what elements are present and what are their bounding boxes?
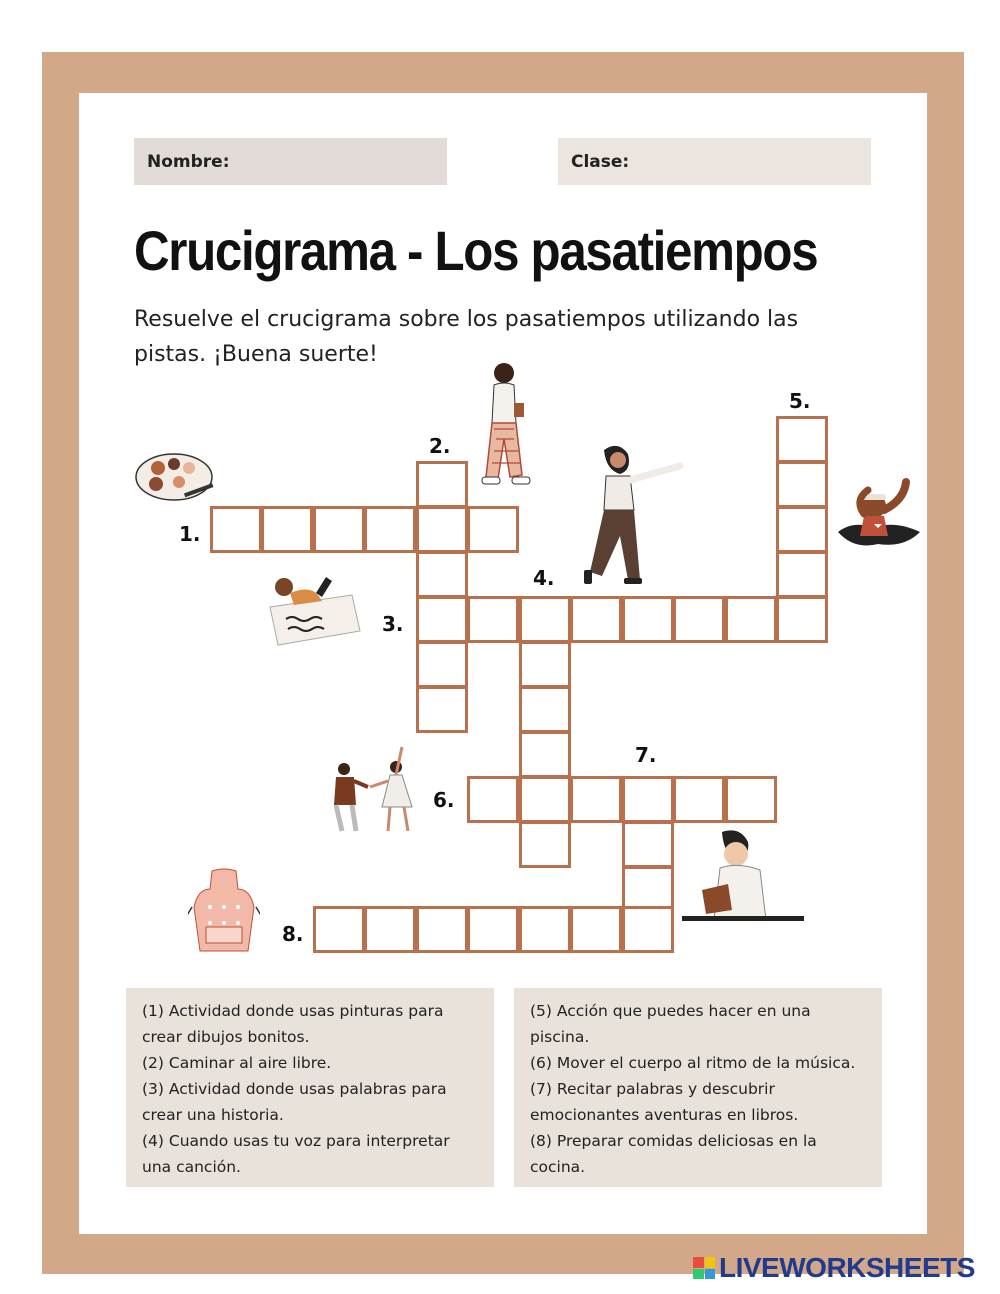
clue-text: (3) Actividad donde usas palabras para crear una historia. xyxy=(142,1080,447,1124)
crossword-cell[interactable] xyxy=(519,686,571,733)
crossword-cell[interactable] xyxy=(313,906,365,953)
crossword-cell[interactable] xyxy=(416,596,468,643)
crossword-cell[interactable] xyxy=(364,906,416,953)
crossword-cell[interactable] xyxy=(519,821,571,868)
clues-left-panel xyxy=(126,988,494,1187)
clue-text: (6) Mover el cuerpo al ritmo de la música. xyxy=(530,1054,856,1072)
clue-number-7: 7. xyxy=(635,743,657,767)
crossword-cell[interactable] xyxy=(570,906,622,953)
crossword-cell[interactable] xyxy=(622,596,674,643)
apron-illustration xyxy=(188,867,260,953)
clues-right-panel xyxy=(514,988,882,1187)
crossword-cell[interactable] xyxy=(776,596,828,643)
page-title: Crucigrama - Los pasatiempos xyxy=(134,219,818,282)
crossword-cell[interactable] xyxy=(519,906,571,953)
clue-text: (5) Acción que puedes hacer en una piscina. xyxy=(530,1002,811,1046)
crossword-cell[interactable] xyxy=(776,461,828,508)
walking-woman-illustration xyxy=(474,359,548,495)
crossword-cell[interactable] xyxy=(519,641,571,688)
crossword-cell[interactable] xyxy=(776,506,828,553)
crossword-cell[interactable] xyxy=(416,906,468,953)
crossword-cell[interactable] xyxy=(467,596,519,643)
clue-number-1: 1. xyxy=(179,522,201,546)
reading-boy-illustration xyxy=(682,828,804,926)
instructions: Resuelve el crucigrama sobre los pasatiempos utilizando las pistas. ¡Buena suerte! xyxy=(134,307,799,367)
clue-number-8: 8. xyxy=(282,922,304,946)
crossword-cell[interactable] xyxy=(364,506,416,553)
class-label: Clase: xyxy=(571,151,630,172)
crossword-cell[interactable] xyxy=(261,506,313,553)
swimming-person-illustration xyxy=(834,470,924,552)
crossword-cell[interactable] xyxy=(210,506,262,553)
crossword-cell[interactable] xyxy=(622,776,674,823)
crossword-cell[interactable] xyxy=(416,461,468,508)
singing-woman-illustration xyxy=(582,440,688,588)
crossword-cell[interactable] xyxy=(519,776,571,823)
crossword-cell[interactable] xyxy=(416,551,468,598)
writing-child-illustration xyxy=(256,573,364,647)
dancing-couple-illustration xyxy=(322,745,418,837)
name-label: Nombre: xyxy=(147,151,230,172)
clue-number-6: 6. xyxy=(433,788,455,812)
clue-text: (7) Recitar palabras y descubrir emocionantes aventuras en libros. xyxy=(530,1080,799,1124)
clue-number-2: 2. xyxy=(429,434,451,458)
crossword-cell[interactable] xyxy=(725,776,777,823)
liveworksheets-logo xyxy=(693,1252,975,1284)
crossword-cell[interactable] xyxy=(622,906,674,953)
crossword-cell[interactable] xyxy=(776,551,828,598)
class-field[interactable] xyxy=(558,138,871,185)
crossword-cell[interactable] xyxy=(313,506,365,553)
crossword-cell[interactable] xyxy=(570,776,622,823)
brand-name: LIVEWORKSHEETS xyxy=(719,1252,975,1283)
crossword-cell[interactable] xyxy=(467,506,519,553)
crossword-cell[interactable] xyxy=(673,776,725,823)
crossword-cell[interactable] xyxy=(416,641,468,688)
clue-text: (8) Preparar comidas deliciosas en la cocina. xyxy=(530,1132,817,1176)
crossword-cell[interactable] xyxy=(673,596,725,643)
clue-number-4: 4. xyxy=(533,566,555,590)
crossword-cell[interactable] xyxy=(416,686,468,733)
clue-number-5: 5. xyxy=(789,389,811,413)
crossword-cell[interactable] xyxy=(467,906,519,953)
liveworksheets-icon xyxy=(693,1257,715,1279)
crossword-cell[interactable] xyxy=(570,596,622,643)
clue-text: (2) Caminar al aire libre. xyxy=(142,1054,332,1072)
paint-palette-illustration xyxy=(134,450,216,506)
crossword-cell[interactable] xyxy=(467,776,519,823)
name-field[interactable] xyxy=(134,138,447,185)
clue-text: (4) Cuando usas tu voz para interpretar una canción. xyxy=(142,1132,450,1176)
clue-text: (1) Actividad donde usas pinturas para crear dibujos bonitos. xyxy=(142,1002,444,1046)
crossword-cell[interactable] xyxy=(776,416,828,463)
crossword-cell[interactable] xyxy=(622,821,674,868)
clue-number-3: 3. xyxy=(382,612,404,636)
crossword-cell[interactable] xyxy=(519,596,571,643)
crossword-cell[interactable] xyxy=(725,596,777,643)
crossword-cell[interactable] xyxy=(519,731,571,778)
crossword-cell[interactable] xyxy=(416,506,468,553)
